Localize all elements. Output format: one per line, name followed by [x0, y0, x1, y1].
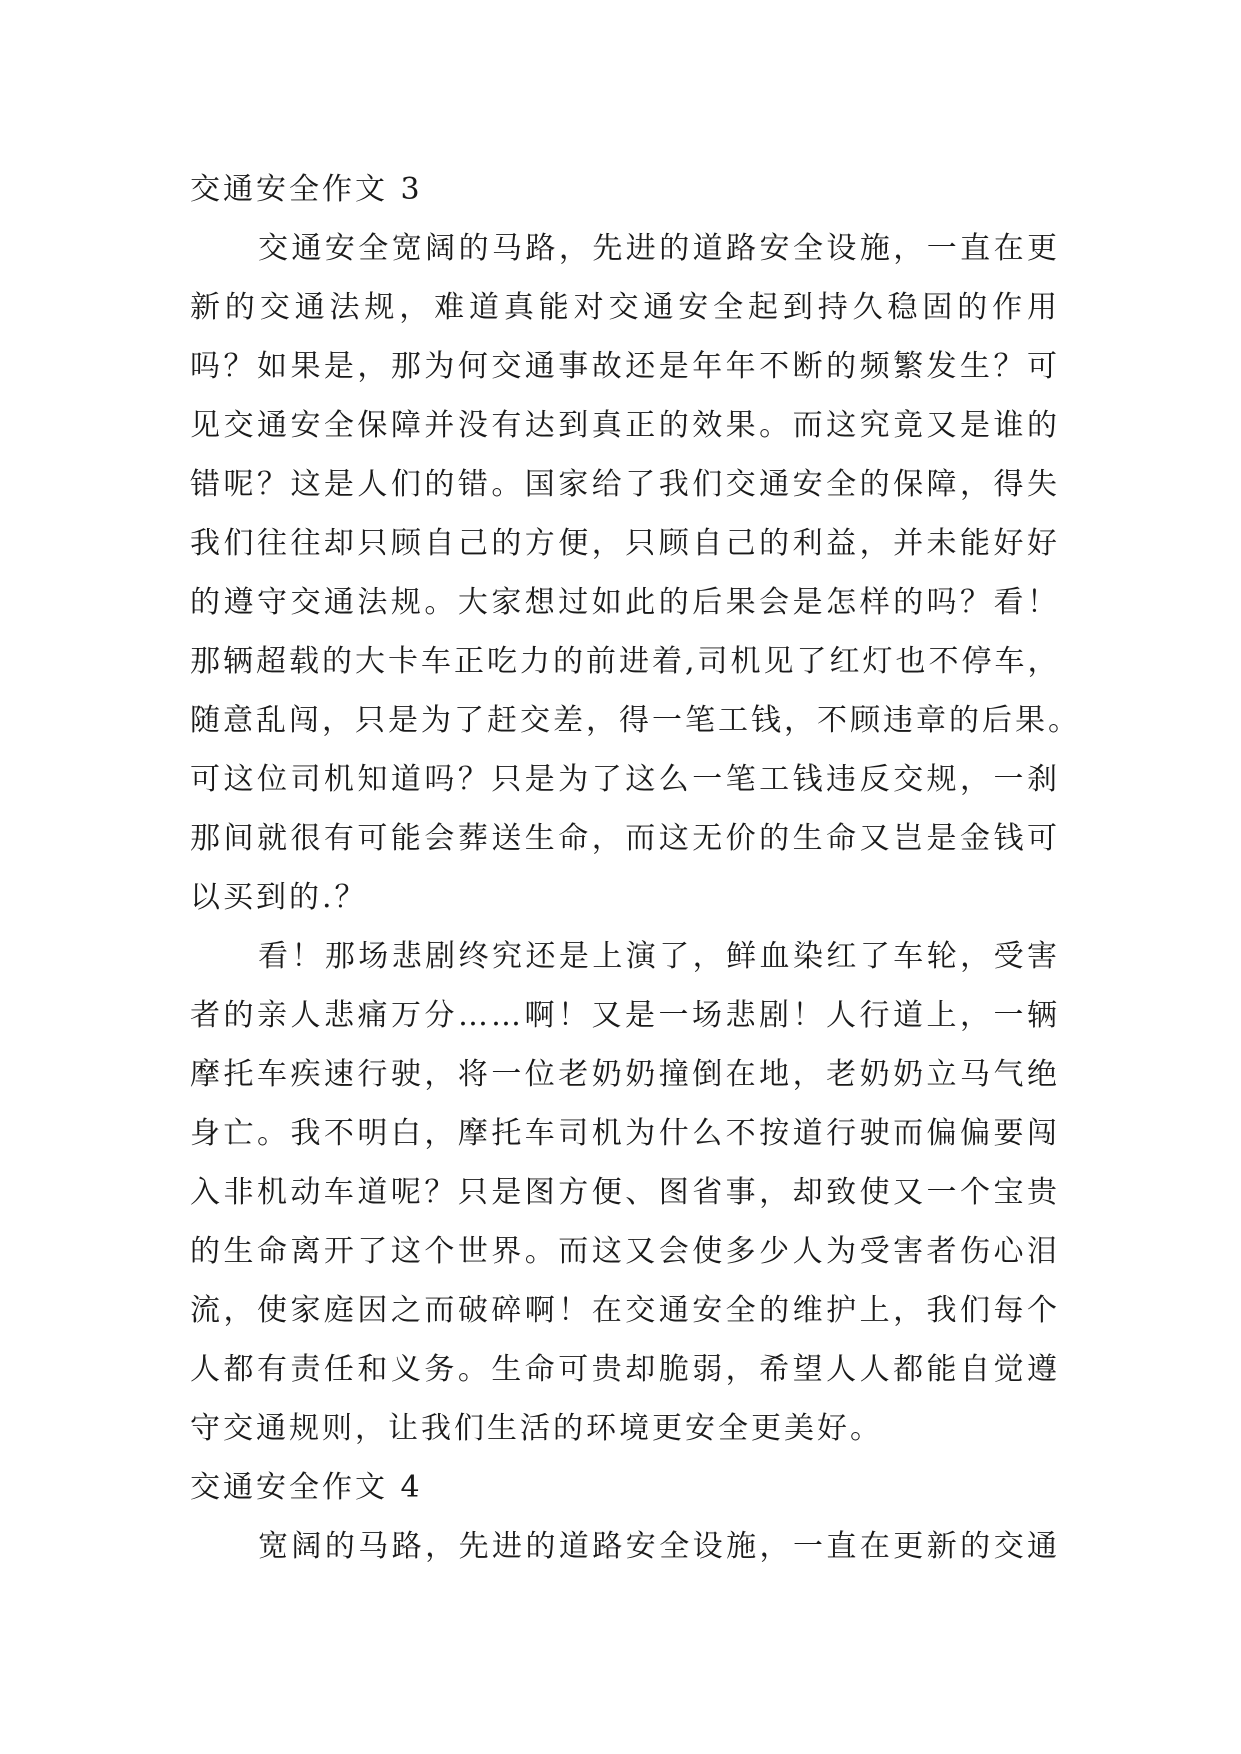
paragraph-first-line: 交通安全宽阔的马路，先进的道路安全设施，一直在更	[258, 231, 1060, 266]
document-body	[190, 160, 1081, 1576]
text-line: 流，使家庭因之而破碎啊！在交通安全的维护上，我们每个	[190, 1293, 1060, 1328]
text-line: 身亡。我不明白，摩托车司机为什么不按道行驶而偏偏要闯	[190, 1116, 1060, 1151]
paragraph-first-line: 看！那场悲剧终究还是上演了，鲜血染红了车轮，受害	[258, 939, 1060, 974]
text-line: 入非机动车道呢？只是图方便、图省事，却致使又一个宝贵	[190, 1175, 1060, 1210]
text-line: 摩托车疾速行驶，将一位老奶奶撞倒在地，老奶奶立马气绝	[190, 1057, 1060, 1092]
text-line: 的遵守交通法规。大家想过如此的后果会是怎样的吗？看！	[190, 585, 1060, 620]
text-line: 我们往往却只顾自己的方便，只顾自己的利益，并未能好好	[190, 526, 1060, 561]
text-line: 的生命离开了这个世界。而这又会使多少人为受害者伤心泪	[190, 1234, 1060, 1269]
text-line: 那间就很有可能会葬送生命，而这无价的生命又岂是金钱可	[190, 821, 1060, 856]
paragraph-first-line: 宽阔的马路，先进的道路安全设施，一直在更新的交通	[258, 1529, 1060, 1564]
paragraph-last-line: 守交通规则，让我们生活的环境更安全更美好。	[190, 1411, 883, 1446]
text-line: 者的亲人悲痛万分……啊！又是一场悲剧！人行道上，一辆	[190, 998, 1060, 1033]
text-line: 那辆超载的大卡车正吃力的前进着,司机见了红灯也不停车，	[190, 644, 1061, 679]
text-line: 吗？如果是，那为何交通事故还是年年不断的频繁发生？可	[190, 349, 1060, 384]
text-line: 新的交通法规，难道真能对交通安全起到持久稳固的作用	[190, 290, 1060, 325]
section-heading: 交通安全作文 3	[190, 172, 423, 207]
text-line: 随意乱闯，只是为了赶交差，得一笔工钱，不顾违章的后果。	[190, 703, 1081, 738]
text-line: 人都有责任和义务。生命可贵却脆弱，希望人人都能自觉遵	[190, 1352, 1060, 1387]
text-line: 错呢？这是人们的错。国家给了我们交通安全的保障，得失	[190, 467, 1060, 502]
text-line: 见交通安全保障并没有达到真正的效果。而这究竟又是谁的	[190, 408, 1060, 443]
paragraph-last-line: 以买到的.？	[190, 880, 368, 915]
section-heading: 交通安全作文 4	[190, 1470, 423, 1505]
text-line: 可这位司机知道吗？只是为了这么一笔工钱违反交规，一刹	[190, 762, 1060, 797]
